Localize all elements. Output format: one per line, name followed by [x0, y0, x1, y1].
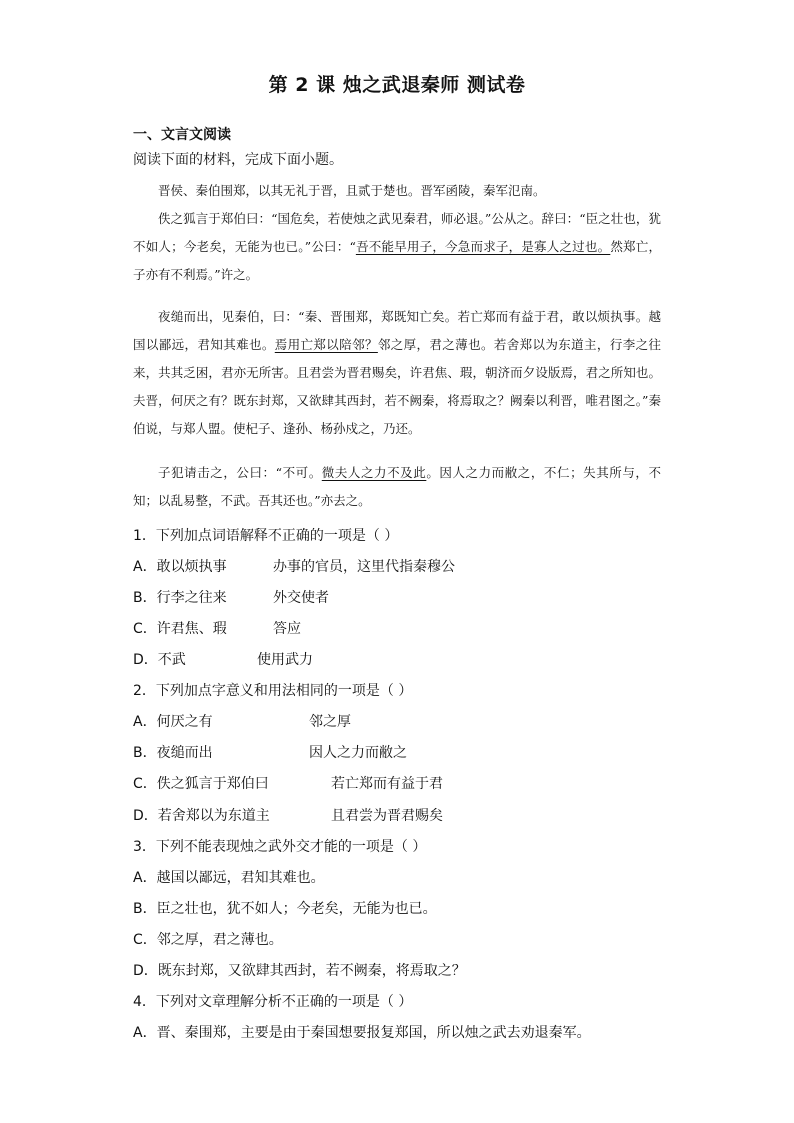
- question-1-option-d: D．不武 使用武力: [133, 649, 186, 669]
- underlined-sentence: 焉用亡郑以陪邻？: [274, 337, 378, 352]
- reading-instruction: 阅读下面的材料，完成下面小题。: [133, 152, 343, 168]
- option-gloss: 使用武力: [257, 652, 313, 668]
- question-2-option-c: C．佚之狐言于郑伯曰 若亡郑而有益于君: [133, 773, 269, 793]
- question-3-option-a: A．越国以鄙远，君知其难也。: [133, 870, 325, 886]
- passage-paragraph-3: 夜缒而出，见秦伯，曰：“秦、晋围郑，郑既知亡矣。若亡郑而有益于君，敢以烦执事。越国以鄙远，君知其难也。焉用亡郑以陪邻？邻之厚，君之薄也。若舍郑以为东道主，行李之往来，共其乏困，君亦无所害。且君尝为晋君赐矣，许君焦、瑕，朝济而夕设版焉，君之所知也。夫晋，何厌之有？既东封郑，又欲肆其西封，若不阙秦，将焉取之？阙秦以利晋，唯君图之。”秦伯说，与郑人盟。使杞子、逢孙、杨孙戍之，乃还。: [133, 309, 661, 436]
- option-gloss: 答应: [273, 621, 301, 637]
- question-2-option-b: B．夜缒而出 因人之力而敝之: [133, 742, 213, 762]
- question-3-option-d: D．既东封郑，又欲肆其西封，若不阙秦，将焉取之？: [133, 963, 466, 979]
- question-1-option-a: A．敢以烦执事 办事的官员，这里代指秦穆公: [133, 556, 227, 576]
- underlined-sentence: 微夫人之力不及此: [321, 465, 427, 480]
- option-gloss: 若亡郑而有益于君: [331, 776, 443, 792]
- question-4-option-a: A．晋、秦围郑，主要是由于秦国想要报复郑国，所以烛之武去劝退秦军。: [133, 1025, 591, 1041]
- passage-paragraph-1: 晋侯、秦伯围郑，以其无礼于晋，且贰于楚也。晋军函陵，秦军氾南。: [158, 183, 546, 198]
- option-gloss: 且君尝为晋君赐矣: [331, 808, 443, 824]
- section-heading: 一、文言文阅读: [133, 127, 231, 143]
- option-gloss: 外交使者: [273, 590, 329, 606]
- passage-paragraph-4: 子犯请击之，公曰：“不可。微夫人之力不及此。因人之力而敝之，不仁；失其所与，不知；以乱易整，不武。吾其还也。”亦去之。: [133, 465, 661, 508]
- question-3-option-b: B．臣之壮也，犹不如人；今老矣，无能为也已。: [133, 901, 437, 917]
- passage-paragraph-2: 佚之狐言于郑伯曰：“国危矣，若使烛之武见秦君，师必退。”公从之。辞曰：“臣之壮也，犹不如人；今老矣，无能为也已。”公曰：“吾不能早用子，今急而求子，是寡人之过也。然郑亡，子亦有不利焉。”许之。: [133, 211, 661, 282]
- option-gloss: 办事的官员，这里代指秦穆公: [273, 559, 455, 575]
- question-2-option-d: D．若舍郑以为东道主 且君尝为晋君赐矣: [133, 805, 270, 825]
- underlined-sentence: 吾不能早用子，今急而求子，是寡人之过也。: [355, 239, 611, 254]
- question-4-stem: 4．下列对文章理解分析不正确的一项是（ ）: [133, 994, 413, 1010]
- option-gloss: 邻之厚: [309, 714, 351, 730]
- option-gloss: 因人之力而敝之: [309, 745, 407, 761]
- question-3-stem: 3．下列不能表现烛之武外交才能的一项是（ ）: [133, 839, 427, 855]
- question-1-option-b: B．行李之往来 外交使者: [133, 587, 227, 607]
- question-2-option-a: A．何厌之有 邻之厚: [133, 711, 213, 731]
- question-3-option-c: C．邻之厚，君之薄也。: [133, 932, 283, 948]
- question-1-option-c: C．许君焦、瑕 答应: [133, 618, 227, 638]
- page-title: 第 2 课 烛之武退秦师 测试卷: [268, 74, 526, 96]
- question-2-stem: 2．下列加点字意义和用法相同的一项是（ ）: [133, 683, 413, 699]
- question-1-stem: 1．下列加点词语解释不正确的一项是（ ）: [133, 528, 399, 544]
